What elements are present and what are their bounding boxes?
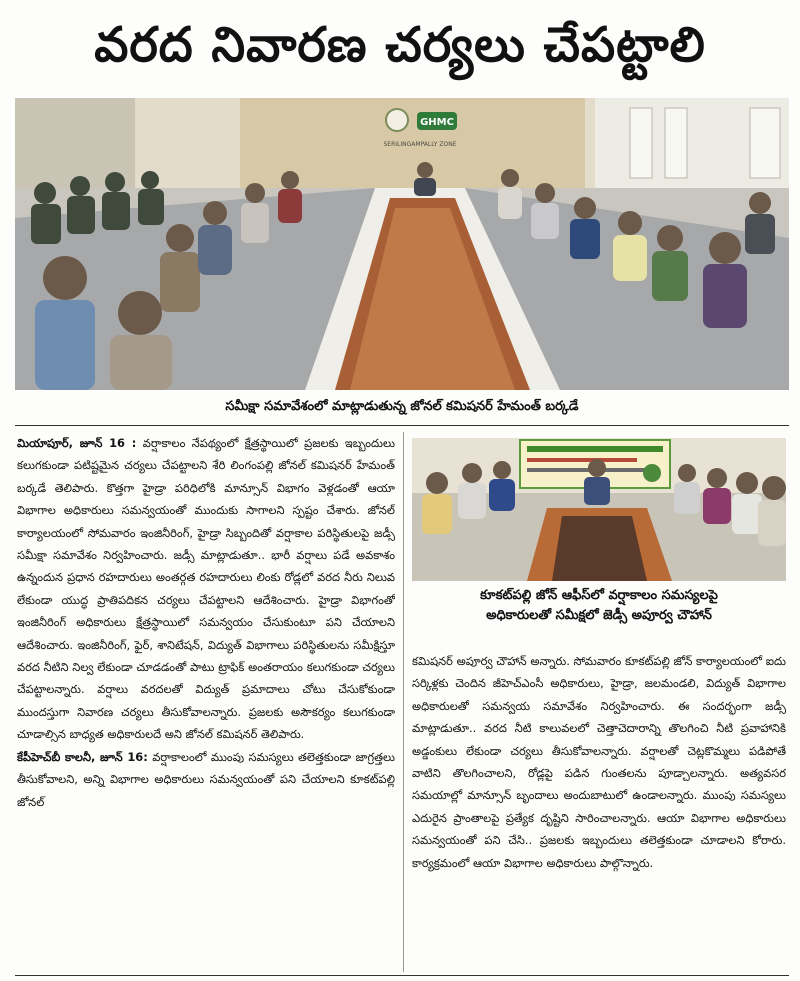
ghmc-logo-text: GHMC [420, 117, 454, 128]
side-meeting-photo [412, 438, 786, 581]
side-caption-line-2: అధికారులతో సమీక్షలో జెడ్సీ అపూర్వ చౌహాన్ [486, 608, 712, 623]
paragraph-1-text: వర్షాకాలం నేపథ్యంలో క్షేత్రస్థాయిలో ప్రజలకు ఇబ్బందులు కలుగకుండా పటిష్టమైన చర్యలు చేపట్టాలని శేరి లింగంపల్లి జోనల్ కమిషనర్ హేమంత్ బర్కడే తెలిపారు. కొత్తగా హైడ్రా పరిధిలోకి మాన్సూన్ విభాగం వెళ్లడంతో ఆయా విభాగాల అధికారులు సమన్వయంతో ముందుకు సాగాలని స్పష్టం చేశారు. జోనల్ కార్యాలయంలో సోమవారం ఇంజినీరింగ్, హైడ్రా సిబ్బందితో వర్షాకాల పరిస్థితులపై జడ్సీ సమీక్షా సమావేశం నిర్వహించారు. జడ్సీ మాట్లాడుతూ.. భారీ వర్షాలు పడే అవకాశం ఉన్నందున ప్రధాన రహదారులు అంతర్గత రహదారులు లింకు రోడ్లలో వరద నీరు నిలువ లేకుండా యుద్ధ ప్రాతిపదికన చర్యలు చేపట్టాలని ఆదేశించారు. హైడ్రా విభాగంతో ఇంజినీరింగ్ అధికారులు క్షేత్రస్థాయిలో సమన్వయం చేసుకుంటూ పని చేయాలని ఆదేశించారు. ఇంజినీరింగ్, ఫైర్, శానిటేషన్, విద్యుత్ విభాగాలు పరిస్థితులను సమీక్షిస్తూ వరద నీటిని నిల్వ లేకుండా చూడడంతో పాటు ట్రాఫిక్ అంతరాయం కలుగకుండా చర్యలు చేపట్టాలన్నారు. వర్షాలు వరదలతో విద్యుత్ ప్రమాదాలు చోటు చేసుకోకుండా ముందస్తుగా నివారణ చర్యలు తీసుకోవాలన్నారు. ప్రజలకు అసౌకర్యం కలుగకుండా చూడాల్సిన బాధ్యత అధికారులదే అని జోనల్ కమిషనర్ తెలిపారు. [17, 436, 395, 742]
section-divider [15, 425, 789, 426]
dateline-kphb: కేపీహెచ్‌బీ కాలనీ, జూన్ 16: [17, 749, 148, 764]
headline: వరద నివారణ చర్యలు చేపట్టాలి [94, 17, 706, 73]
wall-sign-text: SERILINGAMPALLY ZONE [383, 141, 457, 148]
dateline-miyapur: మియాపూర్, జూన్ 16 : [17, 436, 137, 450]
column-divider [403, 432, 404, 972]
paragraph-2-text: వర్షాకాలంలో ముంపు సమస్యలు తలెత్తకుండా జాగ్రత్తలు తీసుకోవాలని, అన్ని విభాగాల అధికారులు సమన్వయంతో పని చేయాలని కూకట్‌పల్లి జోనల్ [17, 749, 395, 809]
main-photo-caption: సమీక్షా సమావేశంలో మాట్లాడుతున్న జోనల్ కమిషనర్ హేమంత్ బర్కడే [225, 399, 579, 414]
main-meeting-photo [15, 98, 789, 390]
meeting-room-illustration [15, 98, 789, 390]
article-paragraph-2 [17, 746, 395, 813]
article-left-column [17, 432, 395, 972]
side-photo-caption [412, 586, 786, 630]
article-right-column [412, 650, 786, 970]
side-meeting-illustration [412, 438, 786, 581]
article-paragraph-1 [17, 432, 395, 746]
bottom-rule [15, 975, 789, 976]
article-paragraph-3: కమిషనర్ అపూర్వ చౌహాన్ అన్నారు. సోమవారం కూకట్‌పల్లి జోన్ కార్యాలయంలో ఐదు సర్కిళ్లకు చెందిన జీహెచ్ఎంసీ అధికారులు, హైడ్రా, జలమండలి, విద్యుత్ విభాగాల అధికారులతో సమన్వయ సమావేశం నిర్వహించారు. ఈ సందర్భంగా జడ్సీ మాట్లాడుతూ.. వరద నీటి కాలువలలో చెత్తాచెదారాన్ని తొలగించి నీటి ప్రవాహానికి అడ్డంకులు లేకుండా చర్యలు తీసుకోవాలన్నారు. వర్షాలతో చెట్లకొమ్మలు పడిపోతే వాటిని తొలగించాలని, రోడ్లపై పడిన గుంతలను పూడ్చాలన్నారు. అత్యవసర సమయాల్లో మాన్సూన్ బృందాలు అందుబాటులో ఉండాలన్నారు. ముంపు సమస్యలు ఎదురైన ప్రాంతాలపై ప్రత్యేక దృష్టిని సారించాలన్నారు. ఆయా విభాగాల అధికారులు సమన్వయంతో పని చేసి.. ప్రజలకు ఇబ్బందులు తలెత్తకుండా చూడాలని కోరారు. కార్యక్రమంలో ఆయా విభాగాల అధికారులు పాల్గొన్నారు. [412, 654, 786, 870]
side-caption-line-1: కూకట్‌పల్లి జోన్ ఆఫీస్‌లో వర్షాకాలం సమస్యలపై [480, 588, 718, 603]
